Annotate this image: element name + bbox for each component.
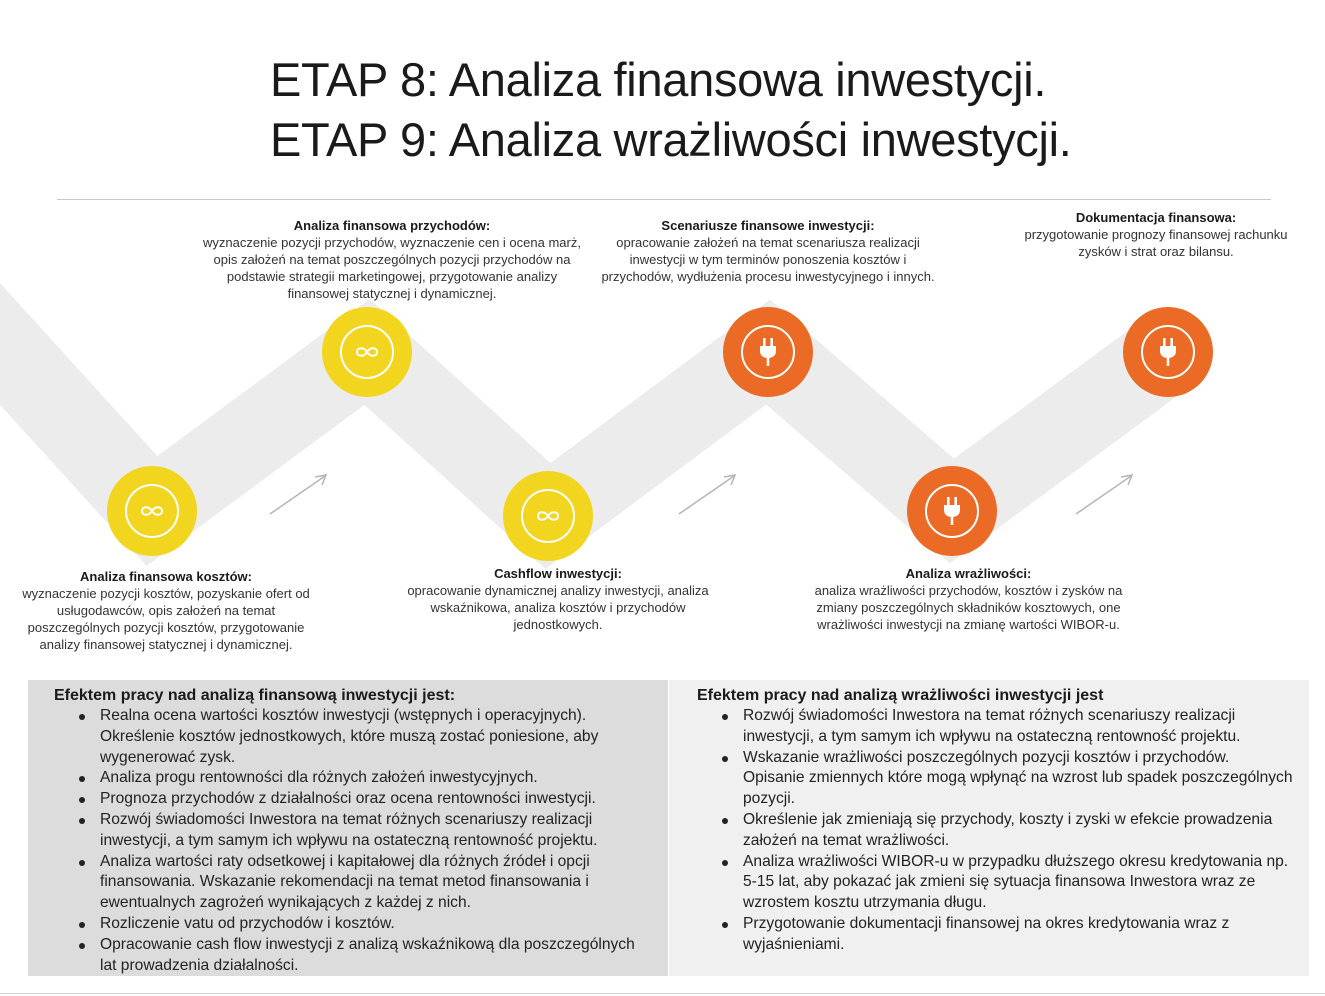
list-item: Rozwój świadomości Inwestora na temat różnych scenariuszy realizacji inwestycji, a tym samym ich wpływu na ostateczną rentowność projektu. xyxy=(743,706,1295,748)
bottom-divider xyxy=(0,993,1325,994)
list-item: Określenie jak zmieniają się przychody, koszty i zyski w efekcie prowadzenia założeń na temat wrażliwości. xyxy=(743,810,1295,852)
plug-icon xyxy=(1157,337,1179,367)
list-item: Prognoza przychodów z działalności oraz ocena rentowności inwestycji. xyxy=(100,789,654,810)
step-node-scenarios xyxy=(723,307,813,397)
list-item: Analiza wartości raty odsetkowej i kapitałowej dla różnych źródeł i opcji finansowania. Wskazanie rekomendacji na temat metod finansowania i ewentualnych zagrożeń wynikających z każdej z nich. xyxy=(100,852,654,914)
step-label-sensitivity xyxy=(796,565,1141,633)
title-line-2: ETAP 9: Analiza wrażliwości inwestycji. xyxy=(270,113,1072,166)
list-item: Wskazanie wrażliwości poszczególnych pozycji kosztów i przychodów. Opisanie zmiennych które mogą wpłynąć na wzrost lub spadek poszczególnych pozycji. xyxy=(743,748,1295,810)
infinity-icon xyxy=(353,345,381,359)
infinity-icon xyxy=(534,509,562,523)
list-item: Analiza wrażliwości WIBOR-u w przypadku dłuższego okresu kredytowania np. 5-15 lat, aby pokazać jak zmieni się sytuacja finansowa Inwestora wraz ze wzrostem kosztu utrzymania długu. xyxy=(743,852,1295,914)
list-item: Opracowanie cash flow inwestycji z analizą wskaźnikową dla poszczególnych lat prowadzenia działalności. xyxy=(100,935,654,977)
step-heading: Scenariusze finansowe inwestycji: xyxy=(661,218,875,233)
step-node-documentation xyxy=(1123,307,1213,397)
step-label-cashflow xyxy=(392,565,724,633)
infinity-icon xyxy=(138,504,166,518)
step-heading: Analiza wrażliwości: xyxy=(905,566,1032,581)
step-node-costs xyxy=(107,466,197,556)
effects-financial-list xyxy=(54,706,654,976)
step-label-costs xyxy=(18,568,314,653)
list-item: Rozliczenie vatu od przychodów i kosztów. xyxy=(100,914,654,935)
list-item: Przygotowanie dokumentacji finansowej na okres kredytowania wraz z wyjaśnieniami. xyxy=(743,914,1295,956)
step-node-cashflow xyxy=(503,471,593,561)
step-label-documentation xyxy=(1008,209,1304,260)
effects-financial-panel xyxy=(28,680,668,976)
effects-sensitivity-heading: Efektem pracy nad analizą wrażliwości inwestycji jest xyxy=(697,687,1104,704)
step-description: opracowanie założeń na temat scenariusza realizacji inwestycji w tym terminów ponoszenia kosztów i przychodów, wydłużenia procesu inwestycyjnego i innych. xyxy=(601,235,935,284)
plug-icon xyxy=(941,496,963,526)
step-label-revenue xyxy=(200,217,584,302)
list-item: Rozwój świadomości Inwestora na temat różnych scenariuszy realizacji inwestycji, a tym samym ich wpływu na ostateczną rentowność projektu. xyxy=(100,810,654,852)
step-heading: Cashflow inwestycji: xyxy=(494,566,622,581)
effects-sensitivity-list xyxy=(697,706,1295,956)
title-line-1: ETAP 8: Analiza finansowa inwestycji. xyxy=(270,53,1047,106)
step-heading: Dokumentacja finansowa: xyxy=(1075,210,1237,225)
step-heading: Analiza finansowa kosztów: xyxy=(80,569,252,584)
list-item: Analiza progu rentowności dla różnych założeń inwestycyjnych. xyxy=(100,768,654,789)
plug-icon xyxy=(757,337,779,367)
step-description: wyznaczenie pozycji przychodów, wyznaczenie cen i ocena marż, opis założeń na temat poszczególnych pozycji przychodów na podstawie strategii marketingowej, przygotowanie analizy finansowej statycznej i dynamicznej. xyxy=(203,235,581,301)
step-node-revenue xyxy=(322,307,412,397)
arrow-icon xyxy=(270,475,326,514)
step-description: opracowanie dynamicznej analizy inwestycji, analiza wskaźnikowa, analiza kosztów i przychodów jednostkowych. xyxy=(407,583,709,632)
step-label-scenarios xyxy=(601,217,935,285)
arrow-icon xyxy=(1076,475,1132,514)
step-description: analiza wrażliwości przychodów, kosztów i zysków na zmiany poszczególnych składników kosztowych, one wrażliwości inwestycji na zmianę wartości WIBOR-u. xyxy=(814,583,1123,632)
effects-financial-heading: Efektem pracy nad analizą finansową inwestycji jest: xyxy=(54,687,456,704)
effects-sensitivity-panel xyxy=(669,680,1309,976)
step-description: wyznaczenie pozycji kosztów, pozyskanie ofert od usługodawców, opis założeń na temat poszczególnych pozycji kosztów, przygotowanie analizy finansowej statycznej i dynamicznej. xyxy=(22,586,310,652)
step-description: przygotowanie prognozy finansowej rachunku zysków i strat oraz bilansu. xyxy=(1024,227,1288,259)
list-item: Realna ocena wartości kosztów inwestycji (wstępnych i operacyjnych). Określenie kosztów jednostkowych, które muszą zostać poniesione, aby wygenerować zysk. xyxy=(100,706,654,768)
step-heading: Analiza finansowa przychodów: xyxy=(293,218,491,233)
arrow-icon xyxy=(679,475,735,514)
step-node-sensitivity xyxy=(907,466,997,556)
